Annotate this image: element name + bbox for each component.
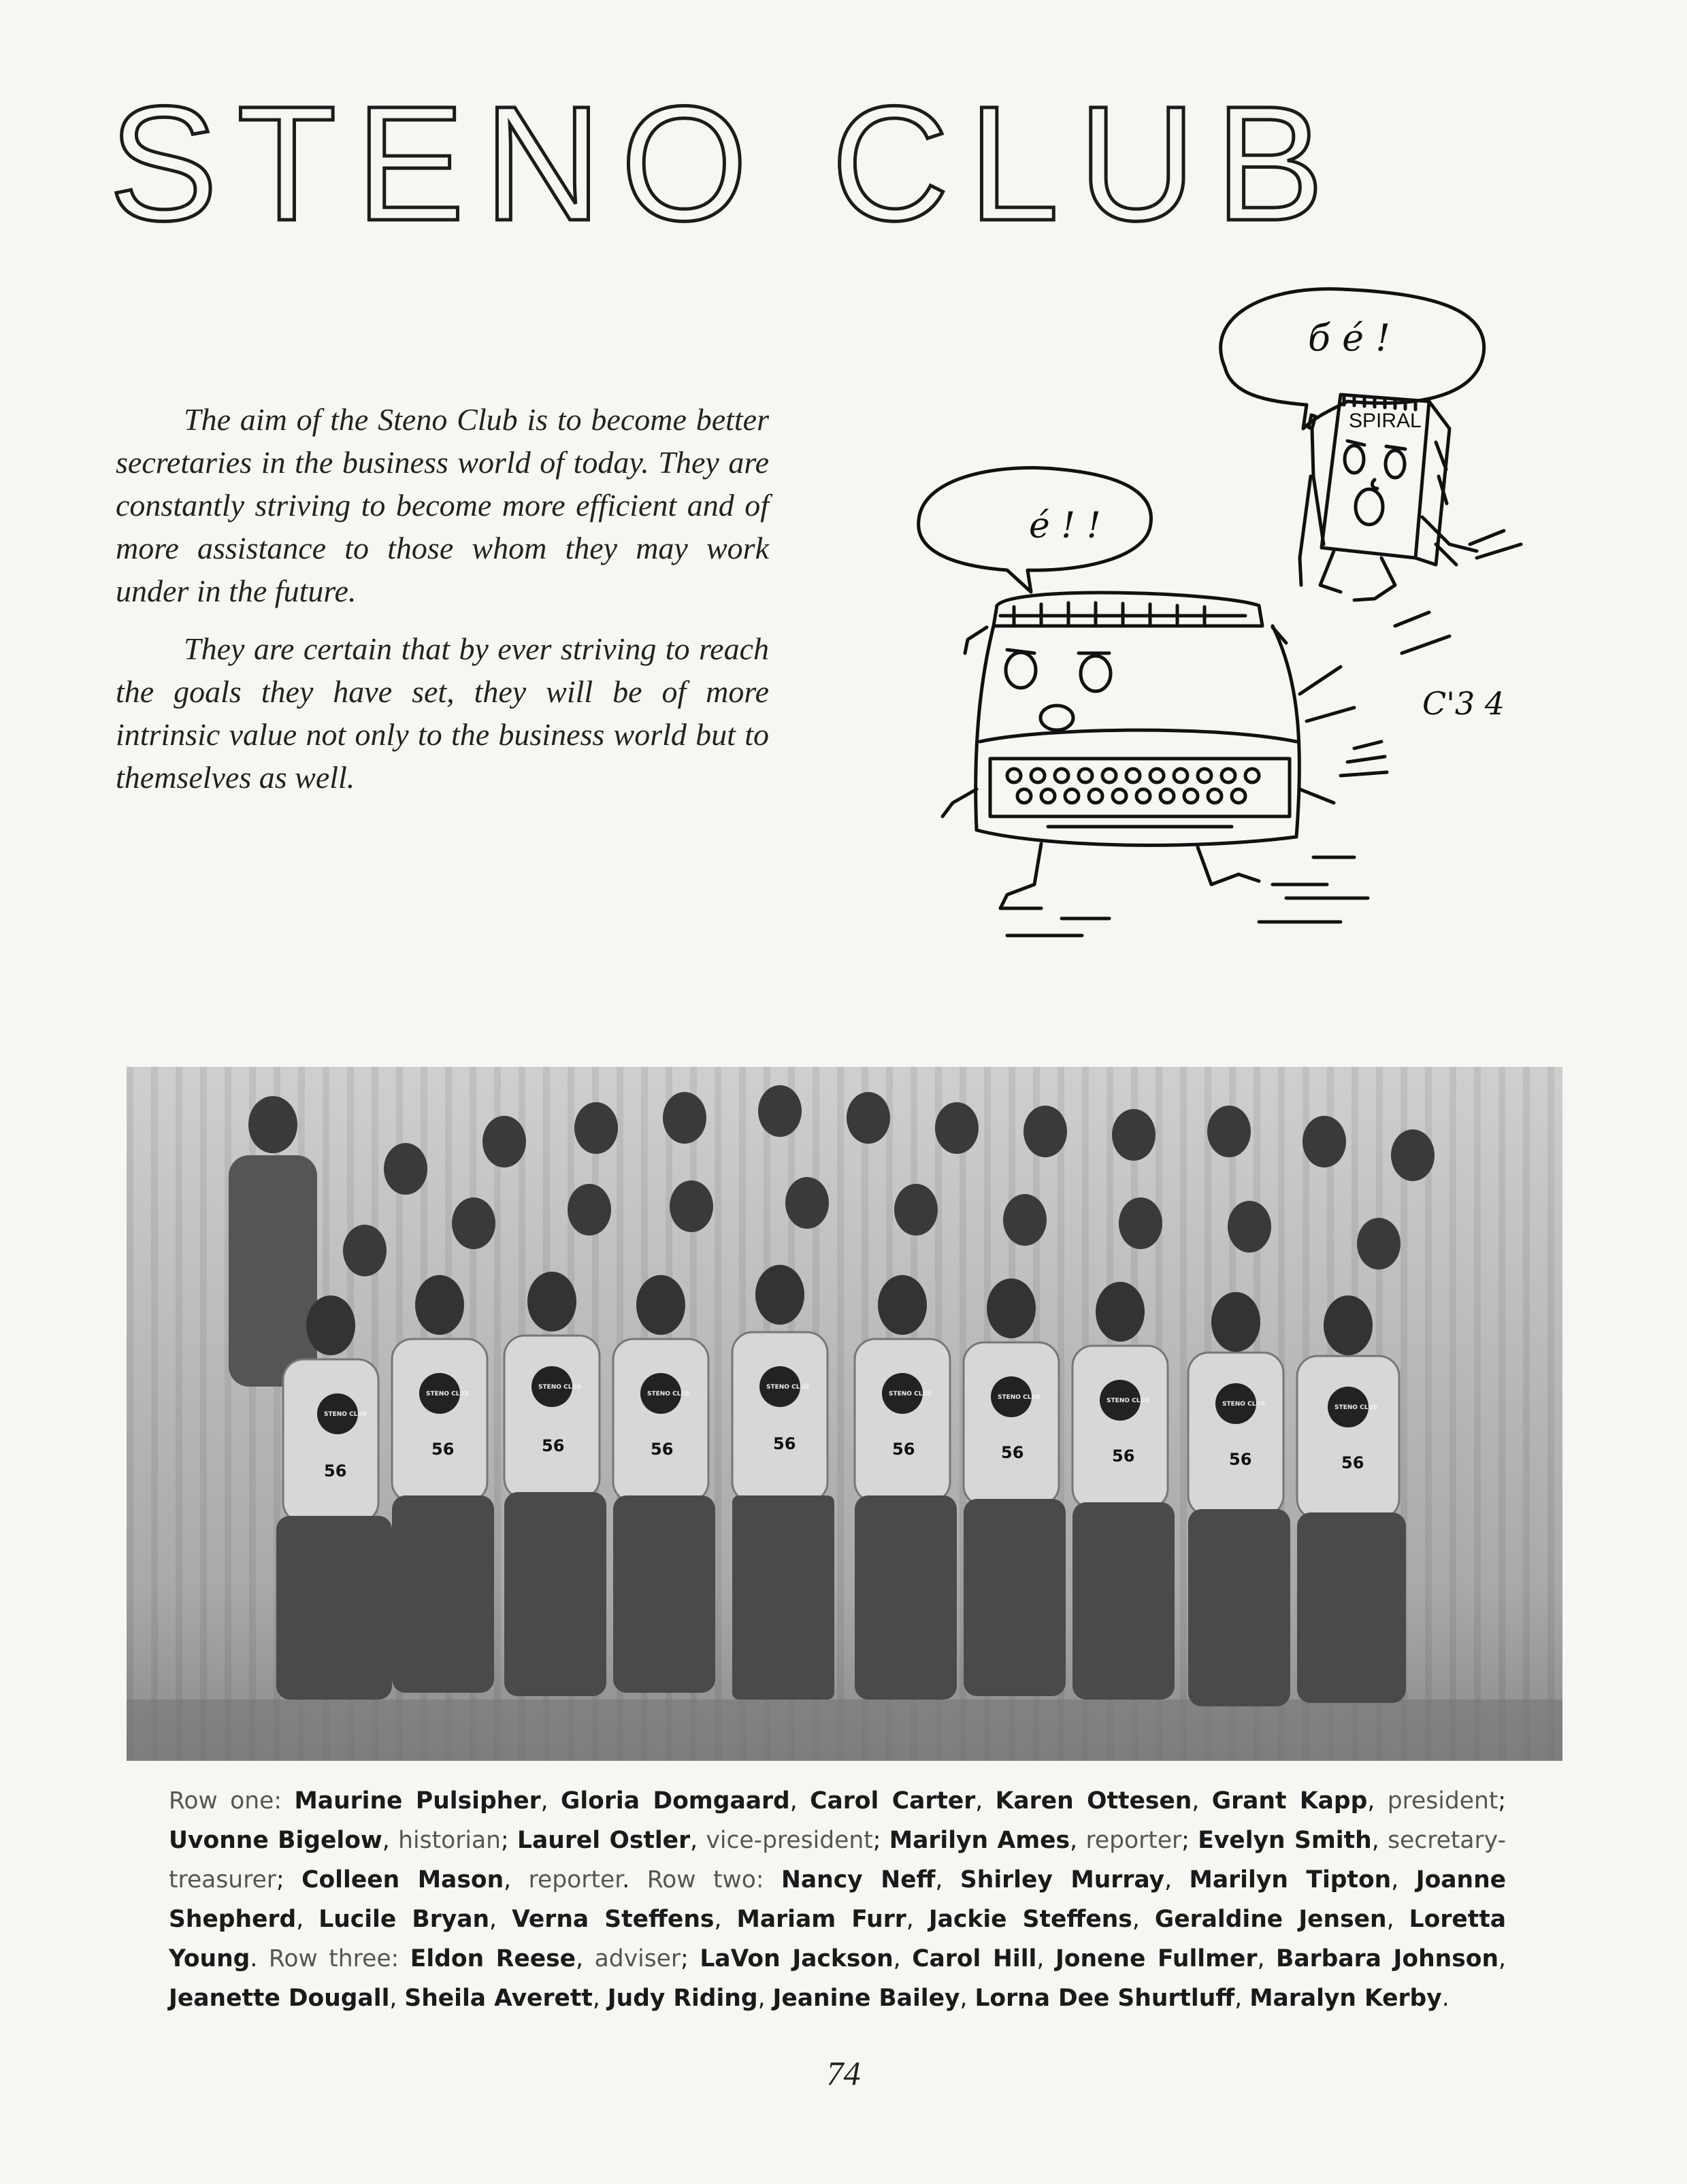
page-number: 74 xyxy=(826,2054,861,2092)
member-name: Jeanette Dougall xyxy=(169,1985,390,2012)
typewriter-bubble-text: é ! ! xyxy=(1029,506,1101,546)
member-name: Lorna Dee Shurtluff xyxy=(974,1985,1235,2012)
sweater-patch: STENO CLUB xyxy=(998,1394,1041,1401)
row-label: Row two: xyxy=(646,1866,764,1893)
member-name: Eldon Reese xyxy=(410,1945,576,1972)
club-group-photo xyxy=(127,1067,1562,1761)
sweater-patch: STENO CLUB xyxy=(324,1411,367,1418)
intro-paragraph-1: The aim of the Steno Club is to become better secretaries in the business world of today. They are constantly striving to become more efficient and of more assistance to those whom they may work under in the future. xyxy=(116,402,769,608)
member-name: Laurel Ostler xyxy=(517,1827,691,1854)
member-name: Gloria Domgaard xyxy=(561,1787,790,1815)
sweater-number: 56 xyxy=(542,1436,565,1455)
member-name: Jackie Steffens xyxy=(928,1906,1132,1933)
intro-paragraph-2: They are certain that by ever striving to reach the goals they have set, they will be of more intrinsic value not only to the business world but to themselves as well. xyxy=(116,631,769,795)
member-name: Barbara Johnson xyxy=(1276,1945,1499,1972)
member-name: Sheila Averett xyxy=(404,1985,593,2012)
sweater-number: 56 xyxy=(773,1434,796,1453)
member-name: Evelyn Smith xyxy=(1198,1827,1372,1854)
typewriter-cartoon xyxy=(905,272,1586,1021)
member-role: reporter xyxy=(528,1866,623,1893)
sweater-patch: STENO CLUB xyxy=(426,1391,470,1397)
member-name: Karen Ottesen xyxy=(995,1787,1192,1815)
member-name: Colleen Mason xyxy=(301,1866,504,1893)
sweater-patch: STENO CLUB xyxy=(1334,1404,1378,1411)
sweater-number: 56 xyxy=(1001,1443,1024,1462)
sweater-patch: STENO CLUB xyxy=(647,1391,691,1397)
member-name: Jonene Fullmer xyxy=(1055,1945,1258,1972)
notebook-bubble-text: б é ! xyxy=(1308,316,1390,359)
member-name: LaVon Jackson xyxy=(700,1945,894,1972)
member-name: Marilyn Ames xyxy=(889,1827,1070,1854)
member-name: Mariam Furr xyxy=(736,1906,906,1933)
sweater-number: 56 xyxy=(892,1440,915,1459)
member-name: Nancy Neff xyxy=(781,1866,936,1893)
row-label: Row three: xyxy=(268,1945,399,1972)
member-name: Geraldine Jensen xyxy=(1154,1906,1387,1933)
member-name: Lucile Bryan xyxy=(318,1906,490,1933)
sweater-number: 56 xyxy=(431,1440,455,1459)
sweater-patch: STENO CLUB xyxy=(1107,1397,1150,1404)
member-name: Maurine Pulsipher xyxy=(294,1787,541,1815)
member-role: president xyxy=(1387,1787,1498,1815)
member-name: Uvonne Bigelow xyxy=(169,1827,382,1854)
member-name: Judy Riding xyxy=(607,1985,758,2012)
member-name: Marilyn Tipton xyxy=(1189,1866,1392,1893)
member-name: Grant Kapp xyxy=(1211,1787,1368,1815)
sweater-patch: STENO CLUB xyxy=(889,1391,932,1397)
member-role: adviser xyxy=(594,1945,681,1972)
notebook-label: SPIRAL xyxy=(1349,410,1422,432)
member-name: Maralyn Kerby xyxy=(1249,1985,1442,2012)
typewriter-character xyxy=(943,593,1354,908)
sweater-number: 56 xyxy=(1229,1450,1252,1469)
page-title: STENO CLUB xyxy=(109,72,1343,254)
sweater-number: 56 xyxy=(1112,1446,1135,1466)
member-name: Carol Hill xyxy=(912,1945,1037,1972)
member-role: secretary-treasurer xyxy=(169,1827,1506,1893)
sweater-patch: STENO CLUB xyxy=(538,1384,582,1391)
sweater-patch: STENO CLUB xyxy=(1222,1401,1266,1408)
member-name: Loretta Young xyxy=(169,1906,1507,1972)
photo-caption: Row one: Maurine Pulsipher, Gloria Domgaard, Carol Carter, Karen Ottesen, Grant Kapp, president; Uvonne Bigelow, historian; Laurel Ostler, vice-president; Marilyn Ames, reporter; Evelyn Smith, secretary-treasurer; Colleen Mason, reporter. Row two: Nancy Neff, Shirley Murray, Marilyn Tipton, Joanne Shepherd, Lucile Bryan, Verna Steffens, Mariam Furr, Jackie Steffens, Geraldine Jensen, Loretta Young. Row three: Eldon Reese, adviser; LaVon Jackson, Carol Hill, Jonene Fullmer, Barbara Johnson, Jeanette Dougall, Sheila Averett, Judy Riding, Jeanine Bailey, Lorna Dee Shurtluff, Maralyn Kerby. xyxy=(169,1787,1507,2012)
member-role: reporter xyxy=(1085,1827,1182,1854)
sweater-number: 56 xyxy=(651,1440,674,1459)
member-name: Jeanine Bailey xyxy=(772,1985,960,2012)
member-role: vice-president xyxy=(706,1827,873,1854)
member-name: Joanne Shepherd xyxy=(169,1866,1507,1933)
intro-text xyxy=(116,398,769,814)
sweater-number: 56 xyxy=(1341,1453,1364,1472)
sweater-patch: STENO CLUB xyxy=(766,1384,810,1391)
row-label: Row one: xyxy=(169,1787,282,1815)
artist-signature: C'3 4 xyxy=(1422,685,1505,722)
member-role: historian xyxy=(398,1827,501,1854)
sweater-number: 56 xyxy=(324,1461,347,1480)
member-name: Shirley Murray xyxy=(960,1866,1165,1893)
member-name: Verna Steffens xyxy=(512,1906,715,1933)
member-name: Carol Carter xyxy=(810,1787,976,1815)
